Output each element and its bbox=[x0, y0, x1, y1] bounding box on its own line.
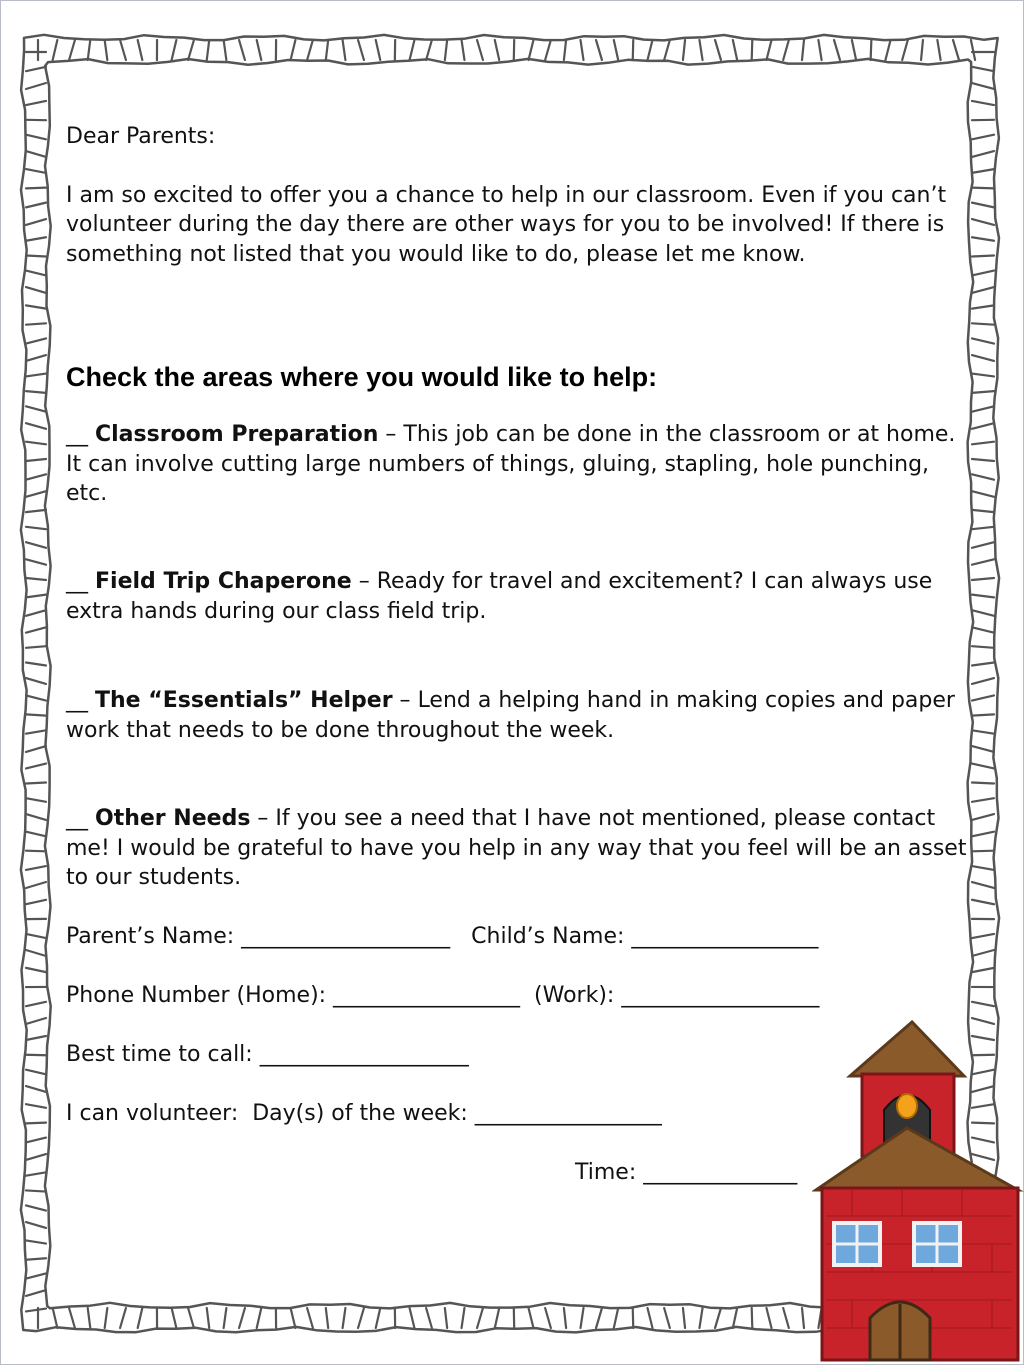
main-roof bbox=[816, 1128, 1018, 1190]
checkbox-blank[interactable]: __ bbox=[66, 569, 88, 594]
schoolhouse-icon bbox=[812, 1018, 1024, 1363]
checkbox-blank[interactable]: __ bbox=[66, 688, 88, 713]
option-field-trip-chaperone[interactable] bbox=[66, 567, 971, 626]
option-dash: – bbox=[250, 806, 276, 831]
option-description: If you see a need that I have not mentioned, please contact me! I would be grateful to have you help in any way that you feel will be an asset to our students. bbox=[66, 806, 967, 890]
option-other-needs[interactable] bbox=[66, 804, 971, 893]
greeting: Dear Parents: bbox=[66, 124, 216, 149]
option-title: Other Needs bbox=[95, 806, 251, 831]
option-dash: – bbox=[378, 422, 404, 447]
option-title: Classroom Preparation bbox=[95, 422, 379, 447]
option-description: This job can be done in the classroom or at home. It can involve cutting large numbers of things, gluing, stapling, hole punching, etc. bbox=[66, 422, 956, 506]
intro-paragraph: I am so excited to offer you a chance to help in our classroom. Even if you can’t volunteer during the day there are other ways for you to be involved! If there is something not listed that you would like to do, please let me know. bbox=[66, 182, 947, 267]
section-heading: Check the areas where you would like to help: bbox=[66, 362, 658, 392]
checkbox-blank[interactable]: __ bbox=[66, 422, 88, 447]
option-dash: – bbox=[392, 688, 418, 713]
bell-icon bbox=[897, 1094, 917, 1118]
option-classroom-preparation[interactable] bbox=[66, 420, 971, 509]
option-description: Ready for travel and excitement? I can always use extra hands during our class field trip. bbox=[66, 569, 933, 624]
option-essentials-helper[interactable] bbox=[66, 686, 971, 745]
phone-number-line[interactable]: Phone Number (Home): _________________ (Work): __________________ bbox=[66, 983, 820, 1008]
option-description: Lend a helping hand in making copies and paper work that needs to be done throughout the week. bbox=[66, 688, 955, 743]
option-title: The “Essentials” Helper bbox=[95, 688, 393, 713]
checkbox-blank[interactable]: __ bbox=[66, 806, 88, 831]
best-time-line[interactable]: Best time to call: ___________________ bbox=[66, 1042, 469, 1067]
tower-roof bbox=[850, 1022, 964, 1076]
option-dash: – bbox=[351, 569, 377, 594]
volunteer-time-line[interactable]: Time: ______________ bbox=[575, 1160, 798, 1185]
option-title: Field Trip Chaperone bbox=[95, 569, 352, 594]
volunteer-day-line[interactable]: I can volunteer: Day(s) of the week: _________________ bbox=[66, 1101, 662, 1126]
letter-body bbox=[66, 122, 971, 269]
parent-child-name-line[interactable]: Parent’s Name: ___________________ Child’s Name: _________________ bbox=[66, 924, 819, 949]
